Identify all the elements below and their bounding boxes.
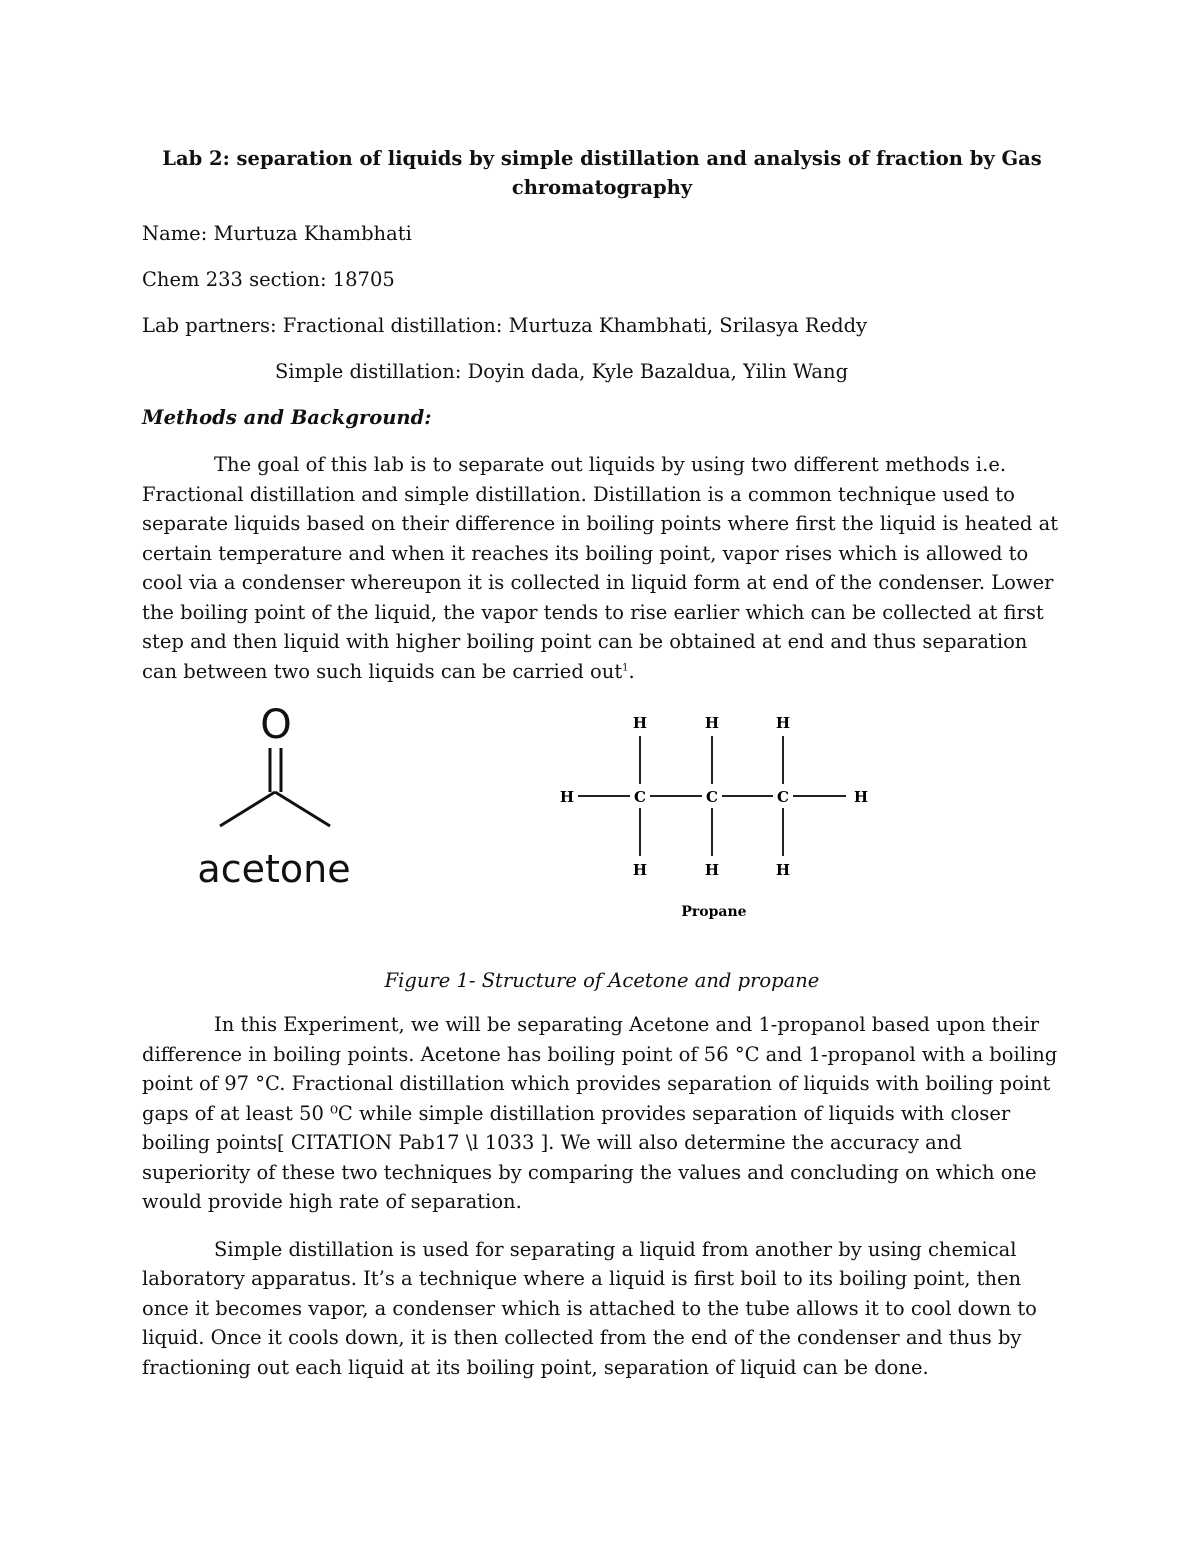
- propane-h-top-3: H: [775, 714, 791, 732]
- figure-structures: [142, 698, 1062, 928]
- propane-structure: [554, 698, 914, 928]
- document-title: Lab 2: separation of liquids by simple distillation and analysis of fraction by Gas chromatography: [162, 147, 1042, 199]
- student-name: Name: Murtuza Khambhati: [142, 222, 412, 245]
- acetone-bond-right: [275, 792, 330, 826]
- propane-h-top-2: H: [704, 714, 720, 732]
- document-page: [142, 140, 1062, 1379]
- figure-caption: Figure 1- Structure of Acetone and propane: [384, 969, 820, 992]
- methods-heading: Methods and Background:: [142, 406, 432, 429]
- paragraph-simple-distillation: Simple distillation is used for separating a liquid from another by using chemical laboratory apparatus. It’s a technique where a liquid is first boil to its boiling point, then once it becomes vapor, a condenser which is attached to the tube allows it to cool down to liquid. Once it cools down, it is then collected from the end of the condenser and thus by fractioning out each liquid at its boiling point, separation of liquid can be done.: [142, 1237, 1037, 1379]
- acetone-bond-left: [220, 792, 275, 826]
- propane-h-bottom-3: H: [775, 861, 791, 879]
- propane-h-bottom-1: H: [632, 861, 648, 879]
- paragraph-goal-text: The goal of this lab is to separate out liquids by using two different methods i.e. Fractional distillation and simple distillation. Distillation is a common technique used to separate liquids based on their difference in boiling points where first the liquid is heated at certain temperature and when it reaches its boiling point, vapor rises which is allowed to cool via a condenser whereupon it is collected in liquid form at end of the condenser. Lower the boiling point of the liquid, the vapor tends to rise earlier which can be collected at first step and then liquid with higher boiling point can be obtained at end and thus separation can between two such liquids can be carried out: [142, 453, 1059, 683]
- propane-h-left: H: [559, 788, 575, 806]
- propane-h-bottom-2: H: [704, 861, 720, 879]
- propane-c-2: C: [706, 788, 718, 806]
- propane-h-top-1: H: [632, 714, 648, 732]
- course-section: Chem 233 section: 18705: [142, 268, 395, 291]
- propane-h-right: H: [853, 788, 869, 806]
- lab-partners-simple: Simple distillation: Doyin dada, Kyle Bazaldua, Yilin Wang: [275, 360, 849, 383]
- citation-superscript: 1: [622, 662, 629, 673]
- propane-c-3: C: [777, 788, 789, 806]
- lab-partners-fractional: Lab partners: Fractional distillation: Murtuza Khambhati, Srilasya Reddy: [142, 314, 868, 337]
- paragraph-goal: [142, 450, 1062, 686]
- paragraph-experiment: In this Experiment, we will be separating Acetone and 1-propanol based upon their difference in boiling points. Acetone has boiling point of 56 °C and 1-propanol with a boiling point of 97 °C. Fractional distillation which provides separation of liquids with boiling point gaps of at least 50 ⁰C while simple distillation provides separation of liquids with closer boiling points[ CITATION Pab17 \l 1033 ]. We will also determine the accuracy and superiority of these two techniques by comparing the values and concluding on which one would provide high rate of separation.: [142, 1013, 1058, 1213]
- propane-label: Propane: [681, 904, 747, 920]
- propane-c-1: C: [634, 788, 646, 806]
- paragraph-goal-period: .: [628, 659, 635, 683]
- acetone-structure: [182, 696, 442, 926]
- body-after-figure: [142, 1010, 1062, 1382]
- acetone-label: acetone: [197, 847, 351, 891]
- acetone-oxygen-atom: O: [260, 702, 292, 748]
